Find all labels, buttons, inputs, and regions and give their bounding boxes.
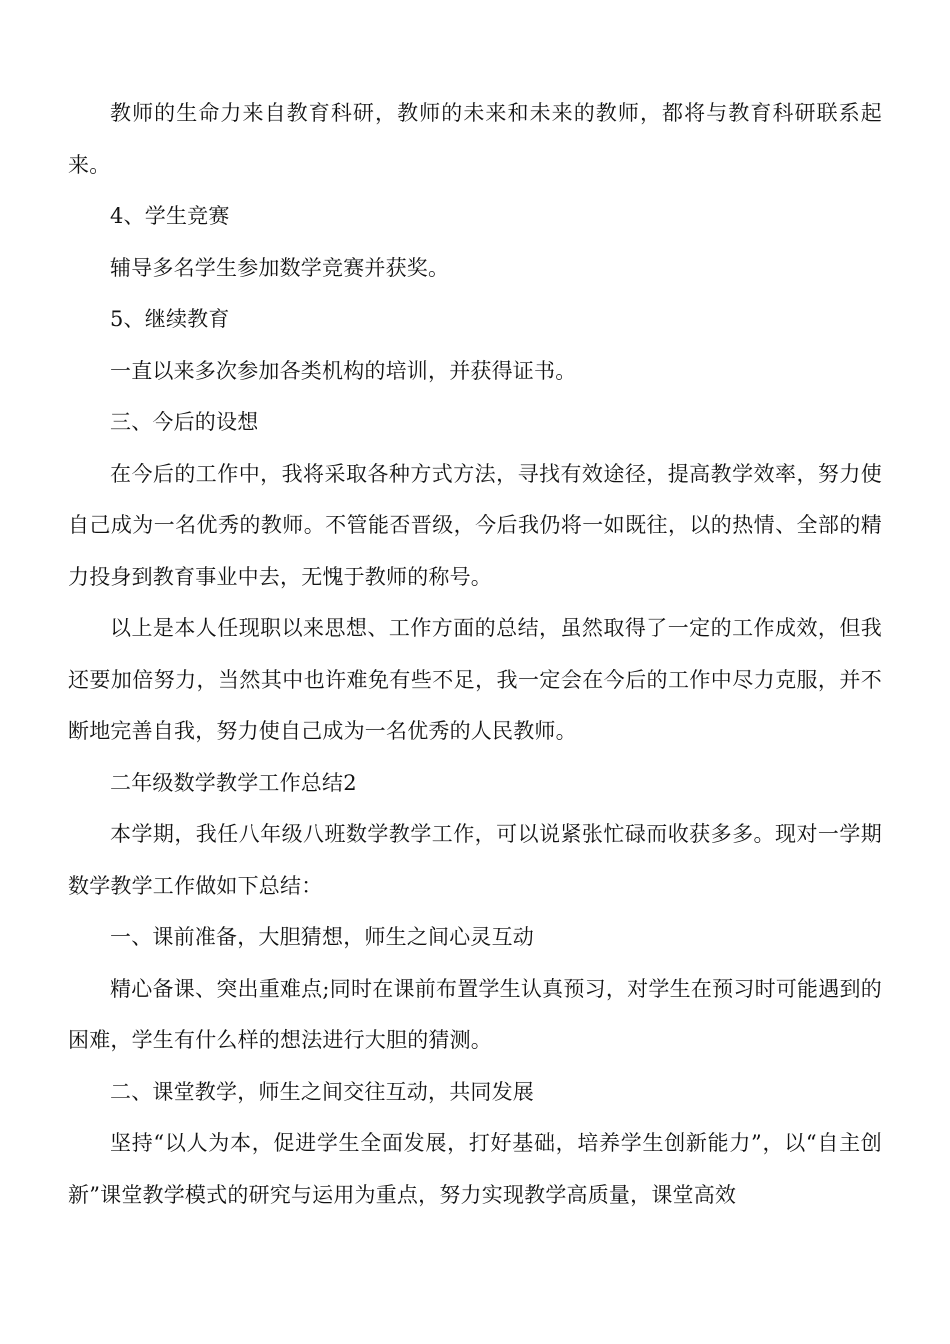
- paragraph-competition: 辅导多名学生参加数学竞赛并获奖。: [110, 255, 450, 280]
- heading-classroom-teaching: 二、课堂教学，师生之间交往互动，共同发展: [110, 1079, 534, 1104]
- heading-summary-2: 二年级数学教学工作总结2: [110, 770, 357, 795]
- heading-preparation: 一、课前准备，大胆猜想，师生之间心灵互动: [110, 925, 534, 949]
- heading-future-plans: 三、今后的设想: [110, 410, 259, 434]
- paragraph-teaching-model: 坚持“以人为本，促进学生全面发展，打好基础，培养学生创新能力”，以“自主创新”课堂教学模式的研究与运用为重点，努力实现教学高质量，课堂高效: [68, 1131, 882, 1207]
- paragraph-preparation: 精心备课、突出重难点;同时在课前布置学生认真预习，对学生在预习时可能遇到的困难，学生有什么样的想法进行大胆的猜测。: [68, 976, 882, 1052]
- paragraph-summary: 以上是本人任现职以来思想、工作方面的总结，虽然取得了一定的工作成效，但我还要加倍努力，当然其中也许难免有些不足，我一定会在今后的工作中尽力克服，并不断地完善自我，努力使自己成为一名优秀的人民教师。: [68, 616, 882, 743]
- document-body: [68, 88, 882, 1221]
- paragraph-research: 教师的生命力来自教育科研，教师的未来和未来的教师，都将与教育科研联系起来。: [68, 101, 882, 177]
- heading-student-competition: 4、学生竞赛: [110, 204, 230, 228]
- heading-continuing-education: 5、继续教育: [110, 307, 230, 331]
- paragraph-semester: 本学期，我任八年级八班数学教学工作，可以说紧张忙碌而收获多多。现对一学期数学教学工作做如下总结：: [68, 822, 882, 898]
- paragraph-training: 一直以来多次参加各类机构的培训，并获得证书。: [110, 358, 577, 383]
- paragraph-future-work: 在今后的工作中，我将采取各种方式方法，寻找有效途径，提高教学效率，努力使自己成为一名优秀的教师。不管能否晋级，今后我仍将一如既往，以的热情、全部的精力投身到教育事业中去，无愧于教师的称号。: [68, 461, 882, 589]
